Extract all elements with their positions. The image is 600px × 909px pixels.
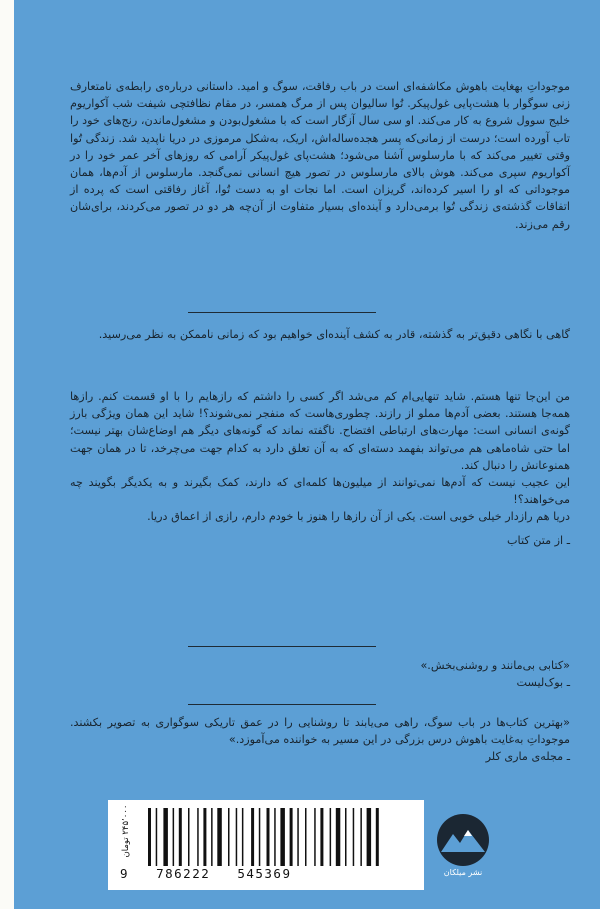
isbn-number: 9 786222 545369 (120, 866, 292, 881)
epigraph-quote: گاهی با نگاهی دقیق‌تر به گذشته، قادر به کشف آینده‌ای خواهیم بود که زمانی ناممکن به نظر می‌رسید. (98, 328, 570, 341)
excerpt-paragraph-2: این عجیب نیست که آدم‌ها نمی‌توانند از میلیون‌ها کلمه‌ای که دارند، کمک بگیرند و به یکدیگر بگویند چه می‌خواهند؟! (70, 476, 570, 507)
barcode-bars (146, 808, 416, 866)
review-marieclaire-quote: «بهترین کتاب‌ها در باب سوگ، راهی می‌یابند تا روشنایی را در عمق تاریکی سوگواری به تصویر بکشند. موجوداتِ به‌غایت باهوش درس بزرگی در این مسیر به خواننده می‌آموزد.» (70, 716, 570, 747)
separator-2 (188, 646, 376, 647)
excerpt-attribution: ـ از متن کتاب (507, 533, 570, 547)
separator-1 (188, 312, 376, 313)
separator-3 (188, 704, 376, 705)
review-marieclaire-source: ـ مجله‌ی ماری کلر (485, 750, 570, 764)
review-booklist-quote: «کتابی بی‌مانند و روشنی‌بخش.» (420, 659, 570, 672)
page-edge (0, 0, 15, 909)
price-label: ۲۴۵٬۰۰۰ تومان (121, 804, 131, 858)
publisher-logo (433, 812, 493, 884)
publisher-name: نشر میلکان (443, 868, 483, 877)
review-marieclaire (70, 714, 570, 766)
epigraph-section (70, 326, 570, 343)
review-booklist-source: ـ بوک‌لیست (516, 676, 570, 690)
excerpt-paragraph-3: دریا هم رازدار خیلی خوبی است. یکی از آن رازها را هنوز با خودم دارم، رازی از اعماق دریا. (147, 510, 570, 524)
barcode-panel (108, 800, 424, 890)
synopsis-paragraph: موجوداتِ بهغایت باهوش مکاشفه‌ای است در باب رفاقت، سوگ و امید. داستانی درباره‌ی رابطه‌ی نامتعارف زنی سوگوار با هشت‌پایی غول‌پیکر. تُوا سالیوان پس از مرگ همسر، در مقام نظافتچی شیفت شب آکواریوم خلیج سوول شروع به کار می‌کند. او سی سال آزگار است که با مشغول‌بودن و مشغول‌ماندن، رنج‌های خود را تاب آورده است؛ درست از زمانی‌که پسر هجده‌ساله‌اش، اریک، به‌شکل مرموزی در دریا ناپدید شد. زندگی تُوا وقتی تغییر می‌کند که با مارسلوس آشنا می‌شود؛ هشت‌پای غول‌پیکر آرامی که روزهای آخر عمر خود را در آکواریوم سپری می‌کند. هوش بالای مارسلوس در تصور هیچ انسانی نمی‌گنجد. مارسلوس از آدم‌ها، همان موجوداتی که او را اسیر کرده‌اند، گریزان است. اما نجات او به دست تُوا، آغاز رفاقتی است که پرده از اتفاقات گذشته‌ی زندگی تُوا برمی‌دارد و آینده‌ای بسیار متفاوت از آن‌چه هر دو در تصور می‌کردند، برای‌شان رقم می‌زند. (70, 80, 570, 231)
mountains-logo-icon (433, 812, 493, 868)
synopsis-section (70, 78, 570, 233)
excerpt-section (70, 388, 570, 549)
review-booklist (70, 657, 570, 691)
excerpt-paragraph-1: من این‌جا تنها هستم. شاید تنهایی‌ام کم می‌شد اگر کسی را داشتم که رازهایم را با او قسمت کنم. رازها همه‌جا هستند. بعضی آدم‌ها مملو از رازند. چطوری‌هاست که منفجر نمی‌شوند؟! شاید این همان ویژگی بارز گونه‌ی انسانی است: مهارت‌های ارتباطی افتضاح. ناگفته نماند که گونه‌های دیگر هم اوضاع‌شان بهتر نیست؛ اما حتی شاه‌ماهی هم می‌تواند بفهمد دسته‌ای که به آن تعلق دارد به کدام جهت می‌چرخد، تا در همان جهت همنوعانش را دنبال کند. (70, 390, 570, 472)
